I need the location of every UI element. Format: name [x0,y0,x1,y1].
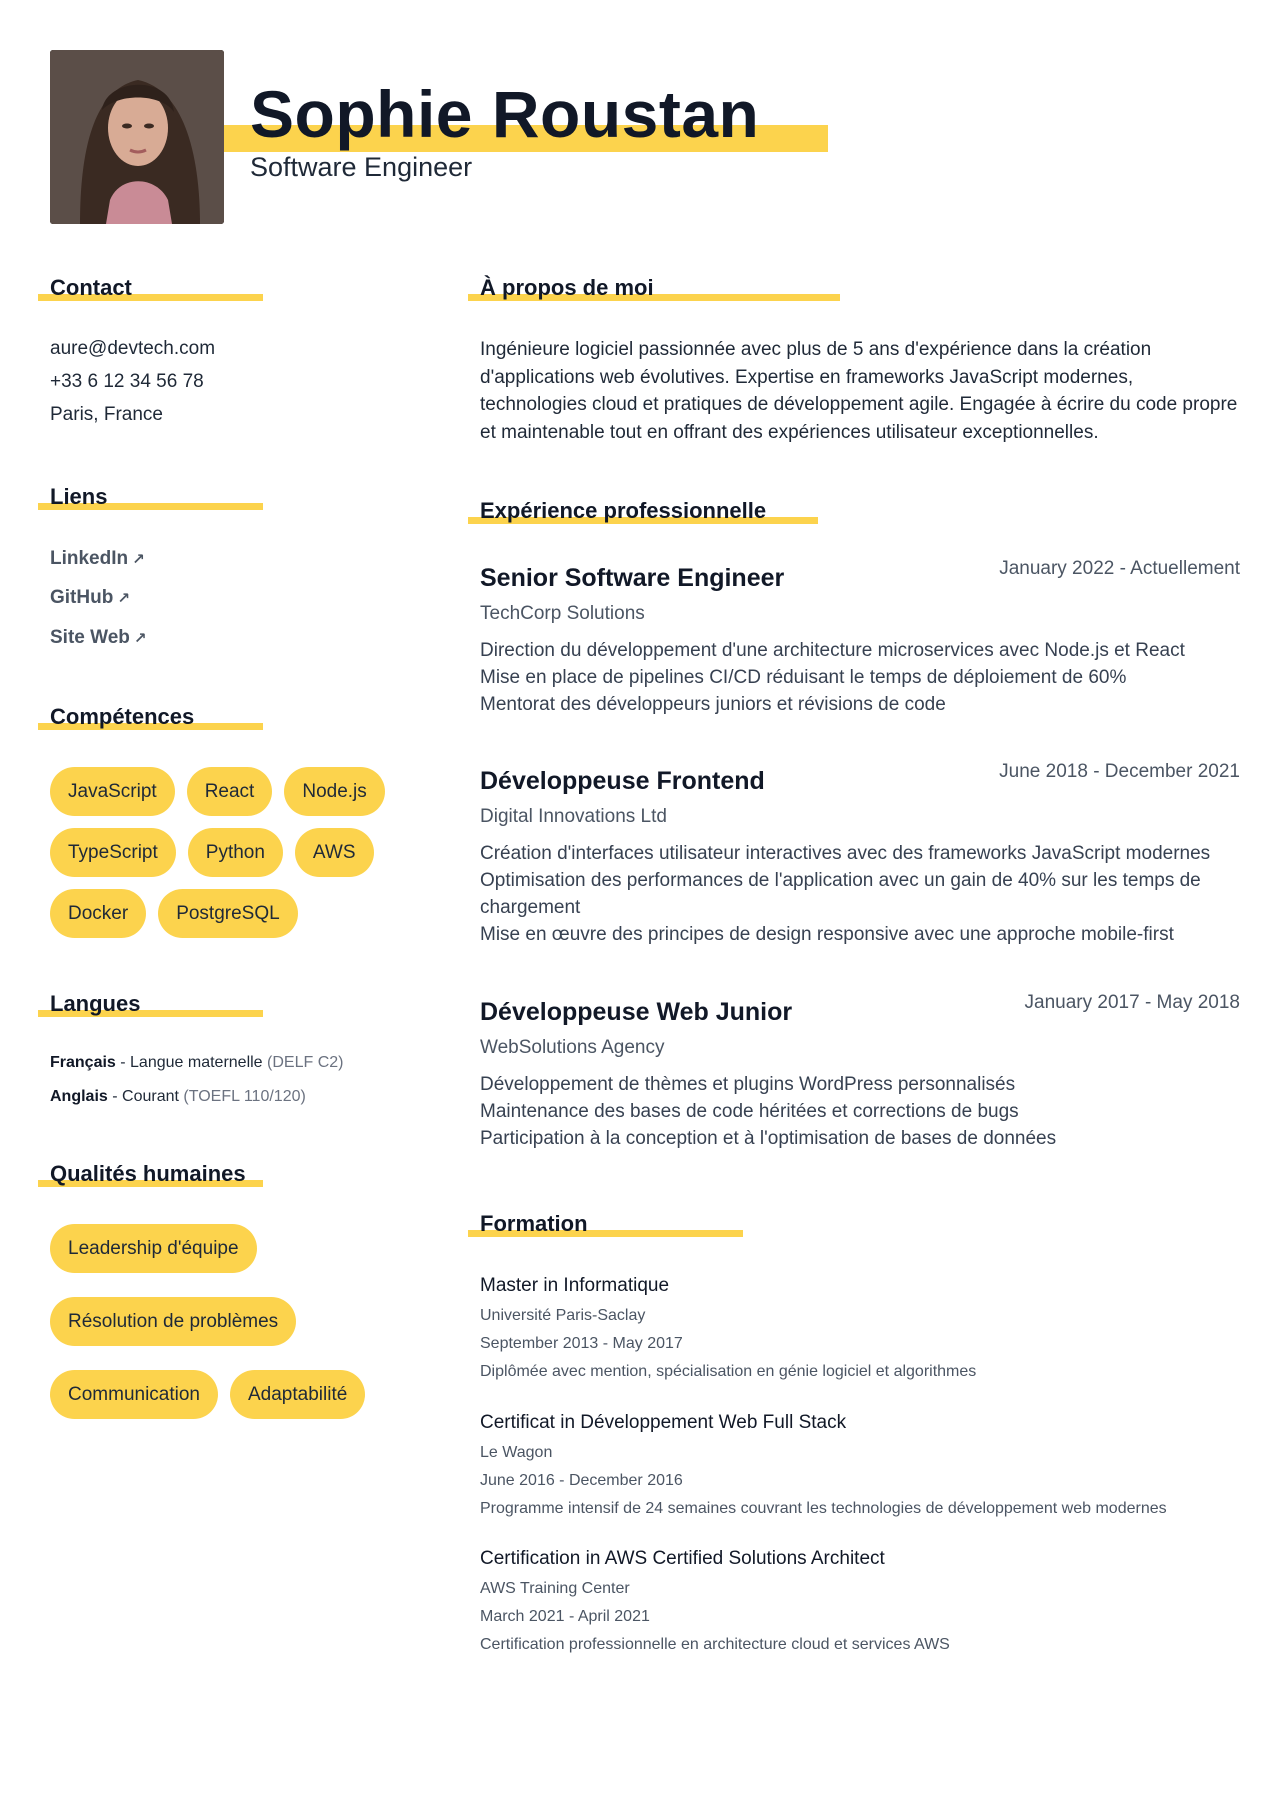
link-github[interactable] [50,587,130,609]
soft-skill-tag: Leadership d'équipe [50,1224,257,1273]
job-bullet: Mentorat des développeurs juniors et révisions de code [480,694,946,715]
about-text: Ingénieure logiciel passionnée avec plus de 5 ans d'expérience dans la création d'applications web évolutives. Expertise en frameworks JavaScript modernes, technologies cloud et pratiques de développement agile. Engagée à écrire du code propre et maintenable tout en offrant des expériences utilisateur exceptionnelles. [480,339,1238,443]
job-dates: June 2018 - December 2021 [999,761,1240,782]
education-dates: September 2013 - May 2017 [480,1335,683,1352]
education-dates: June 2016 - December 2016 [480,1472,683,1489]
profile-photo [50,50,224,224]
section-title-contact: Contact [50,277,132,299]
job-company: Digital Innovations Ltd [480,806,667,827]
section-title-about: À propos de moi [480,277,654,299]
soft-skill-tag: Communication [50,1370,218,1419]
job-bullets [480,840,1240,948]
job-dates: January 2022 - Actuellement [999,558,1240,579]
education-item [480,1412,1240,1518]
education-school: AWS Training Center [480,1580,630,1597]
job-dates: January 2017 - May 2018 [1024,992,1240,1013]
contact-phone[interactable]: +33 6 12 34 56 78 [50,371,204,392]
skills-list [50,767,390,938]
education-school: Le Wagon [480,1444,553,1461]
skill-tag: TypeScript [50,828,176,877]
education-dates: March 2021 - April 2021 [480,1608,650,1625]
external-link-icon: ↗ [132,551,145,568]
education-note: Programme intensif de 24 semaines couvrant les technologies de développement web modernes [480,1500,1167,1517]
education-title: Certification in AWS Certified Solutions Architect [480,1548,885,1569]
section-title-soft-skills: Qualités humaines [50,1163,246,1185]
link-label: LinkedIn [50,548,129,569]
education-item [480,1548,1240,1654]
job-bullet: Développement de thèmes et plugins WordPress personnalisés [480,1074,1016,1095]
skill-tag: AWS [295,828,374,877]
soft-skill-tag: Résolution de problèmes [50,1297,296,1346]
section-title-skills: Compétences [50,706,194,728]
education-note: Diplômée avec mention, spécialisation en génie logiciel et algorithmes [480,1363,977,1380]
section-title-languages: Langues [50,993,140,1015]
section-title-links: Liens [50,486,107,508]
contact-location: Paris, France [50,404,163,425]
job-bullet: Mise en œuvre des principes de design responsive avec une approche mobile-first [480,924,1174,945]
job-title: Développeuse Web Junior [480,998,793,1026]
job-bullet: Création d'interfaces utilisateur interactives avec des frameworks JavaScript modernes [480,843,1211,864]
education-title: Certificat in Développement Web Full Stack [480,1412,847,1433]
skill-tag: JavaScript [50,767,175,816]
section-title-experience: Expérience professionnelle [480,500,766,522]
external-link-icon: ↗ [117,590,130,607]
job-title: Développeuse Frontend [480,767,765,795]
contact-email[interactable]: aure@devtech.com [50,338,216,359]
language-item: Anglais - Courant (TOEFL 110/120) [50,1088,306,1105]
soft-skills-list [50,1224,390,1419]
portrait-illustration [50,50,224,224]
experience-item [480,992,1240,1152]
external-link-icon: ↗ [133,630,147,647]
language-item: Français - Langue maternelle (DELF C2) [50,1054,344,1071]
link-website[interactable] [50,627,146,649]
skill-tag: PostgreSQL [158,889,298,938]
soft-skill-tag: Adaptabilité [230,1370,365,1419]
job-bullet: Participation à la conception et à l'optimisation de bases de données [480,1128,1057,1149]
job-subtitle: Software Engineer [250,152,473,182]
job-bullets [480,637,1240,718]
education-item [480,1275,1240,1381]
job-bullets [480,1071,1240,1152]
job-bullet: Mise en place de pipelines CI/CD réduisant le temps de déploiement de 60% [480,667,1127,688]
job-bullet: Maintenance des bases de code héritées et corrections de bugs [480,1101,1019,1122]
candidate-name: Sophie Roustan [250,77,760,151]
skill-tag: Node.js [284,767,384,816]
education-title: Master in Informatique [480,1275,670,1296]
skill-tag: React [187,767,273,816]
skill-tag: Docker [50,889,146,938]
experience-item [480,558,1240,718]
education-school: Université Paris-Saclay [480,1307,646,1324]
link-label: Site Web [50,627,130,648]
skill-tag: Python [188,828,283,877]
experience-item [480,761,1240,948]
education-note: Certification professionnelle en architecture cloud et services AWS [480,1636,950,1653]
job-company: WebSolutions Agency [480,1037,665,1058]
job-bullet: Direction du développement d'une architecture microservices avec Node.js et React [480,640,1185,661]
job-title: Senior Software Engineer [480,564,785,592]
job-bullet: Optimisation des performances de l'application avec un gain de 40% sur les temps de chargement [480,870,1201,918]
section-title-education: Formation [480,1213,588,1235]
job-company: TechCorp Solutions [480,603,645,624]
link-label: GitHub [50,587,114,608]
link-linkedin[interactable] [50,548,145,570]
